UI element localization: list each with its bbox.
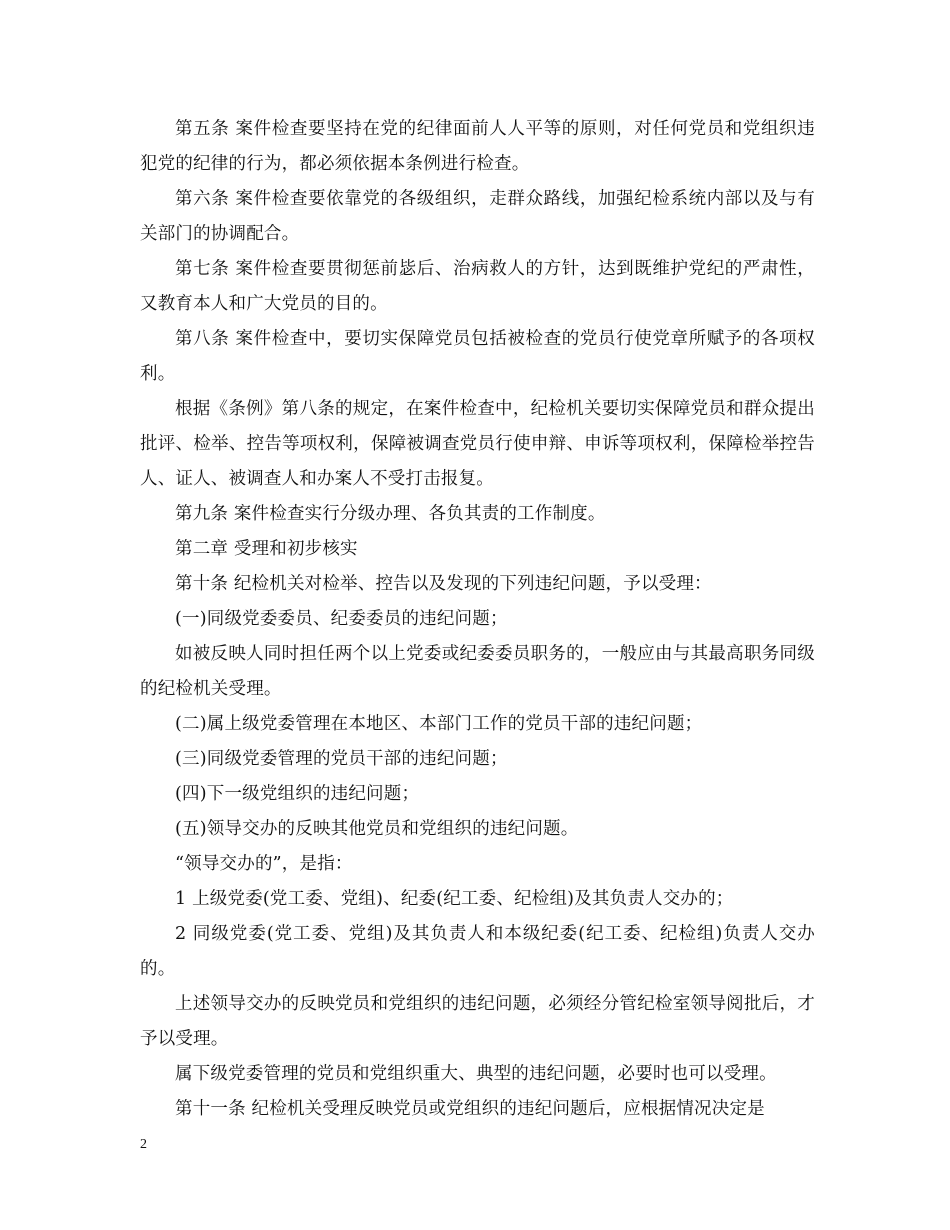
- paragraph-article-11: 第十一条 纪检机关受理反映党员或党组织的违纪问题后，应根据情况决定是: [175, 1099, 765, 1119]
- list-item-5: (五)领导交办的反映其他党员和党组织的违纪问题。: [175, 819, 579, 839]
- paragraph-article-10: 第十条 纪检机关对检举、控告以及发现的下列违纪问题，予以受理：: [175, 574, 712, 594]
- list-item-2: (二)属上级党委管理在本地区、本部门工作的党员干部的违纪问题；: [175, 714, 703, 734]
- list-item-3: (三)同级党委管理的党员干部的违纪问题；: [175, 749, 508, 769]
- list-item-4: (四)下一级党组织的违纪问题；: [175, 784, 420, 804]
- list-item-1-note: 如被反映人同时担任两个以上党委或纪委委员职务的，一般应由与其最高职务同级的纪检机关受理。: [140, 644, 815, 699]
- definition-item-2: 2 同级党委(党工委、党组)及其负责人和本级纪委(纪工委、纪检组)负责人交办的。: [140, 924, 815, 979]
- paragraph-article-8: 第八条 案件检查中，要切实保障党员包括被检查的党员行使党章所赋予的各项权利。: [140, 329, 815, 384]
- paragraph-lower-level-note: 属下级党委管理的党员和党组织重大、典型的违纪问题，必要时也可以受理。: [175, 1064, 777, 1084]
- definition-item-1: 1 上级党委(党工委、党组)、纪委(纪工委、纪检组)及其负责人交办的；: [175, 889, 734, 909]
- list-item-1: (一)同级党委委员、纪委委员的违纪问题；: [175, 609, 508, 629]
- document-body: [140, 112, 815, 1127]
- definition-heading: “领导交办的”，是指：: [175, 854, 353, 874]
- paragraph-article-6: 第六条 案件检查要依靠党的各级组织，走群众路线，加强纪检系统内部以及与有关部门的协调配合。: [140, 189, 815, 244]
- paragraph-article-5: 第五条 案件检查要坚持在党的纪律面前人人平等的原则，对任何党员和党组织违犯党的纪律的行为，都必须依据本条例进行检查。: [140, 119, 815, 174]
- chapter-heading: 第二章 受理和初步核实: [175, 539, 358, 559]
- paragraph-approval-note: 上述领导交办的反映党员和党组织的违纪问题，必须经分管纪检室领导阅批后，才予以受理。: [140, 994, 815, 1049]
- paragraph-article-9: 第九条 案件检查实行分级办理、各负其责的工作制度。: [175, 504, 606, 524]
- paragraph-article-7: 第七条 案件检查要贯彻惩前毖后、治病救人的方针，达到既维护党纪的严肃性，又教育本人和广大党员的目的。: [140, 259, 815, 314]
- paragraph-article-8-note: 根据《条例》第八条的规定，在案件检查中，纪检机关要切实保障党员和群众提出批评、检举、控告等项权利，保障被调查党员行使申辩、申诉等项权利，保障检举控告人、证人、被调查人和办案人不受打击报复。: [140, 399, 815, 489]
- page-number: 2: [140, 1137, 147, 1152]
